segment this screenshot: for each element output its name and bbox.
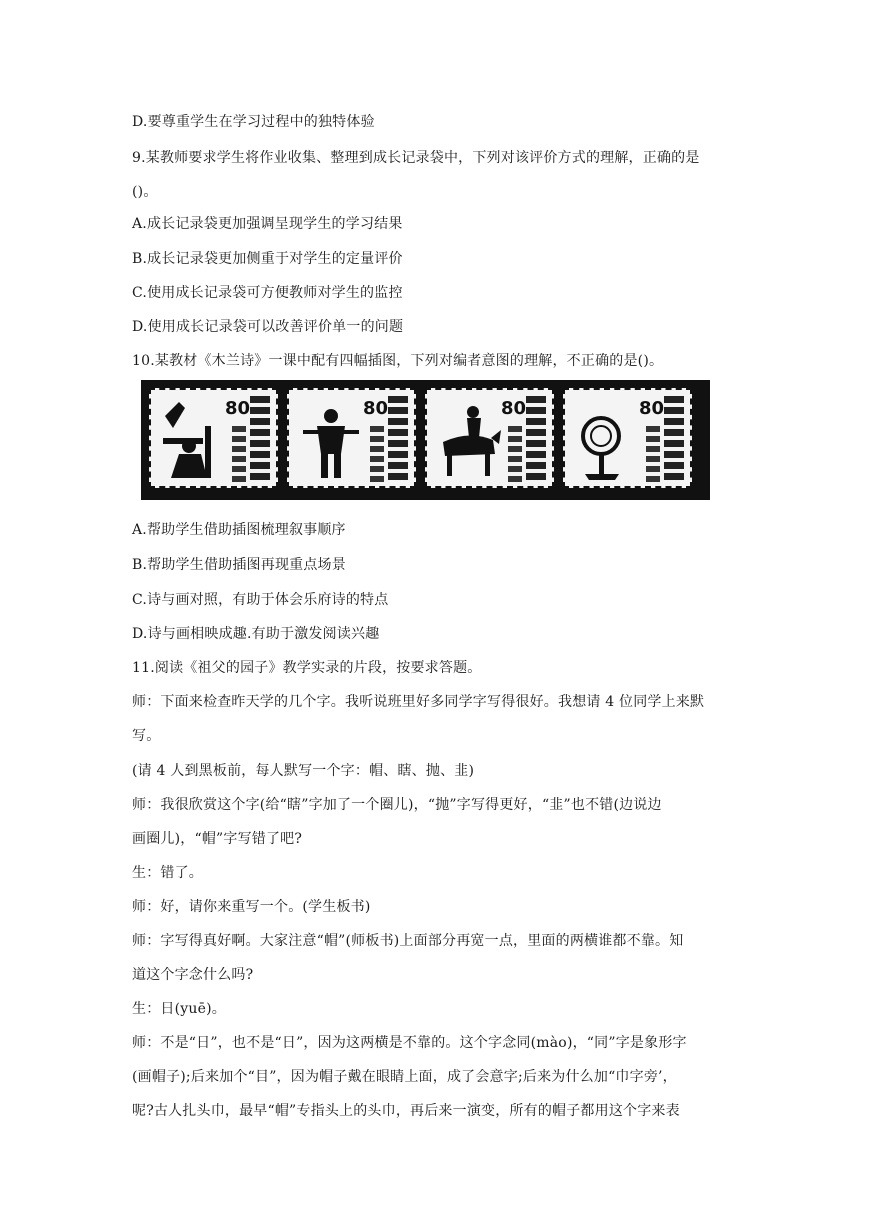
stamp-weaving bbox=[149, 388, 278, 488]
stamp-caption-mark bbox=[370, 426, 384, 482]
transcript-line: 画圈儿)，“帽”字写错了吧? bbox=[132, 831, 303, 847]
option-10c: C.诗与画对照，有助于体会乐府诗的特点 bbox=[132, 592, 389, 608]
stamp-caption-mark bbox=[388, 396, 408, 482]
question-9: 9.某教师要求学生将作业收集、整理到成长记录袋中，下列对该评价方式的理解，正确的是 bbox=[132, 150, 700, 166]
stamp-warrior bbox=[287, 388, 416, 488]
stamp-caption-mark bbox=[232, 426, 246, 482]
question-10: 10.某教材《木兰诗》一课中配有四幅插图，下列对编者意图的理解，不正确的是()。 bbox=[132, 353, 664, 369]
transcript-line: (请 4 人到黑板前，每人默写一个字：帽、瞎、抛、韭) bbox=[132, 763, 475, 779]
stamp-value: 80 bbox=[639, 398, 665, 419]
transcript-line: 生：错了。 bbox=[132, 865, 203, 881]
transcript-line: 道这个字念什么吗? bbox=[132, 967, 254, 983]
stamp-mirror bbox=[563, 388, 692, 488]
mirror-icon bbox=[571, 398, 641, 482]
transcript-line: 师：不是“日”，也不是“日”，因为这两横是不靠的。这个字念同(mào)，“同”字是象形字 bbox=[132, 1035, 687, 1051]
transcript-line: 写。 bbox=[132, 728, 161, 744]
stamp-caption-mark bbox=[508, 426, 522, 482]
option-9d: D.使用成长记录袋可以改善评价单一的问题 bbox=[132, 319, 404, 335]
option-9c: C.使用成长记录袋可方便教师对学生的监控 bbox=[132, 285, 403, 301]
transcript-line: 师：下面来检查昨天学的几个字。我听说班里好多同学字写得很好。我想请 4 位同学上来默 bbox=[132, 694, 705, 710]
stamp-horse-rider bbox=[425, 388, 554, 488]
option-8d: D.要尊重学生在学习过程中的独特体验 bbox=[132, 114, 375, 130]
option-9a: A.成长记录袋更加强调呈现学生的学习结果 bbox=[132, 216, 403, 232]
stamp-value: 80 bbox=[225, 398, 251, 419]
transcript-line: 师：好，请你来重写一个。(学生板书) bbox=[132, 899, 371, 915]
stamp-caption-mark bbox=[664, 396, 684, 482]
transcript-line: 师：字写得真好啊。大家注意“帽”(师板书)上面部分再宽一点，里面的两横谁都不靠。知 bbox=[132, 933, 684, 949]
stamp-caption-mark bbox=[526, 396, 546, 482]
stamp-illustration-strip bbox=[141, 380, 710, 500]
transcript-line: 师：我很欣赏这个字(给“瞎”字加了一个圈儿)，“抛”字写得更好，“韭”也不错(边说边 bbox=[132, 797, 662, 813]
option-10d: D.诗与画相映成趣.有助于激发阅读兴趣 bbox=[132, 626, 380, 642]
stamp-caption-mark bbox=[646, 426, 660, 482]
horse-rider-icon bbox=[433, 398, 503, 482]
question-11: 11.阅读《祖父的园子》教学实录的片段，按要求答题。 bbox=[132, 660, 482, 676]
transcript-line: 呢?古人扎头巾，最早“帽”专指头上的头巾，再后来一演变，所有的帽子都用这个字来表 bbox=[132, 1103, 680, 1119]
question-9-paren: ()。 bbox=[132, 184, 158, 200]
transcript-line: 生：日(yuē)。 bbox=[132, 1001, 226, 1017]
option-10b: B.帮助学生借助插图再现重点场景 bbox=[132, 557, 346, 573]
warrior-figure-icon bbox=[295, 398, 365, 482]
stamp-value: 80 bbox=[363, 398, 389, 419]
weaving-figure-icon bbox=[157, 398, 227, 482]
option-9b: B.成长记录袋更加侧重于对学生的定量评价 bbox=[132, 251, 403, 267]
option-10a: A.帮助学生借助插图梳理叙事顺序 bbox=[132, 522, 346, 538]
stamp-caption-mark bbox=[250, 396, 270, 482]
stamp-value: 80 bbox=[501, 398, 527, 419]
transcript-line: (画帽子);后来加个“目”，因为帽子戴在眼睛上面，成了会意字;后来为什么加“巾字旁’， bbox=[132, 1069, 677, 1085]
